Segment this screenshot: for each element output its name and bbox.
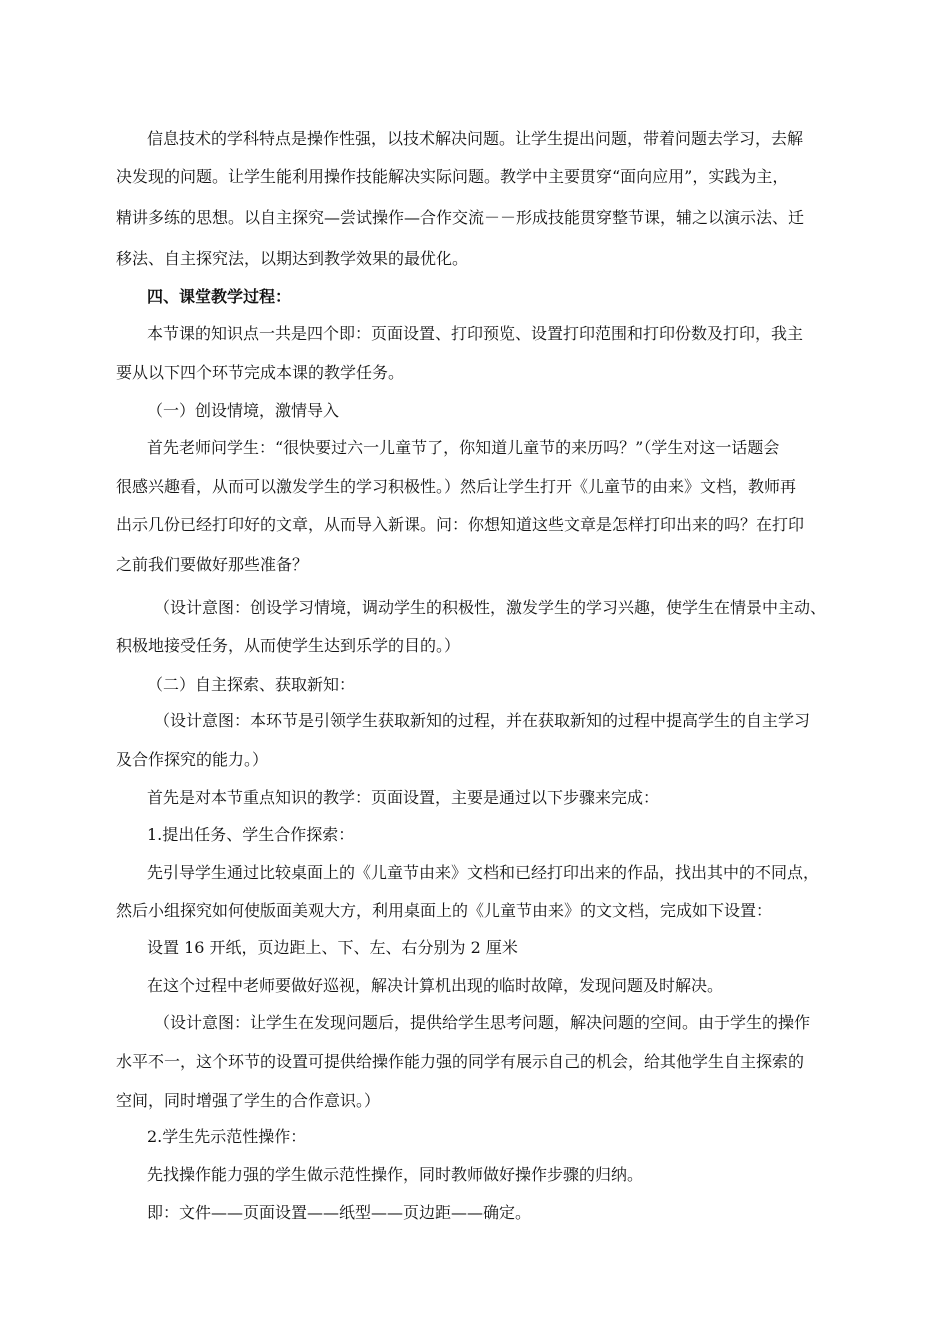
step1-title: 1.提出任务、学生合作探索： xyxy=(147,825,355,844)
para1-line1: 信息技术的学科特点是操作性强，以技术解决问题。让学生提出问题，带着问题去学习，去解 xyxy=(147,129,804,148)
para9: 即：文件——页面设置——纸型——页边距——确定。 xyxy=(147,1203,532,1222)
para1-line3: 精讲多练的思想。以自主探究—尝试操作—合作交流－－形成技能贯穿整节课，辅之以演示法、迁 xyxy=(116,208,805,227)
para5-line1: 先引导学生通过比较桌面上的《儿童节由来》文档和已经打印出来的作品，找出其中的不同点， xyxy=(147,863,820,882)
design3-line2: 水平不一，这个环节的设置可提供给操作能力强的同学有展示自己的机会，给其他学生自主探索的 xyxy=(116,1052,805,1071)
section1-title: （一）创设情境，激情导入 xyxy=(147,401,340,420)
design3-line1: （设计意图：让学生在发现问题后，提供给学生思考问题，解决问题的空间。由于学生的操作 xyxy=(154,1013,811,1032)
para3-line2: 很感兴趣看，从而可以激发学生的学习积极性。）然后让学生打开《儿童节的由来》文档，教师再 xyxy=(116,477,797,496)
para4: 首先是对本节重点知识的教学：页面设置，主要是通过以下步骤来完成： xyxy=(147,788,660,807)
para3-line4: 之前我们要做好那些准备？ xyxy=(116,555,309,574)
section2-title: （二）自主探索、获取新知： xyxy=(147,675,356,694)
para7: 在这个过程中老师要做好巡视，解决计算机出现的临时故障，发现问题及时解决。 xyxy=(147,976,724,995)
step2-title: 2.学生先示范性操作： xyxy=(147,1127,307,1146)
para5-line2: 然后小组探究如何使版面美观大方，利用桌面上的《儿童节由来》的文文档，完成如下设置： xyxy=(116,901,773,920)
section-heading-4: 四、课堂教学过程： xyxy=(147,287,292,306)
design1-line1: （设计意图：创设学习情境，调动学生的积极性，激发学生的学习兴趣，使学生在情景中主动、 xyxy=(154,598,827,617)
para6: 设置 16 开纸，页边距上、下、左、右分别为 2 厘米 xyxy=(147,938,518,957)
para1-line2: 决发现的问题。让学生能利用操作技能解决实际问题。教学中主要贯穿“面向应用”，实践为主， xyxy=(116,167,789,186)
design2-line2: 及合作探究的能力。） xyxy=(116,750,269,769)
para2-line1: 本节课的知识点一共是四个即：页面设置、打印预览、设置打印范围和打印份数及打印，我主 xyxy=(147,324,804,343)
design1-line2: 积极地接受任务，从而使学生达到乐学的目的。） xyxy=(116,636,461,655)
para2-line2: 要从以下四个环节完成本课的教学任务。 xyxy=(116,363,405,382)
design3-line3: 空间，同时增强了学生的合作意识。） xyxy=(116,1091,381,1110)
para3-line3: 出示几份已经打印好的文章，从而导入新课。问：你想知道这些文章是怎样打印出来的吗？在打印 xyxy=(116,515,805,534)
para1-line4: 移法、自主探究法，以期达到教学效果的最优化。 xyxy=(116,249,469,268)
para8: 先找操作能力强的学生做示范性操作，同时教师做好操作步骤的归纳。 xyxy=(147,1165,644,1184)
design2-line1: （设计意图：本环节是引领学生获取新知的过程，并在获取新知的过程中提高学生的自主学习 xyxy=(154,711,811,730)
para3-line1: 首先老师问学生：“很快要过六一儿童节了，你知道儿童节的来历吗？”（学生对这一话题会 xyxy=(147,438,780,457)
